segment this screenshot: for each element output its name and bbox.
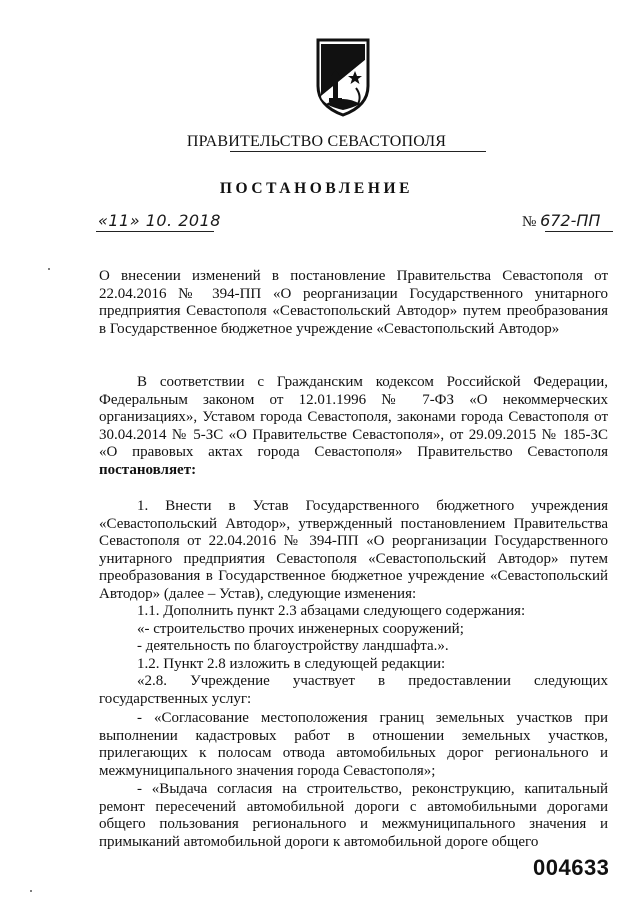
service-a-paragraph: - «Согласование местоположения границ земельных участков при выполнении кадастровых работ в отношении земельных участков, прилегающих к полосам отвода автомобильных дорог регионального и межмуниципального значения города Севастополя»; — [99, 710, 608, 779]
number-handwritten: 672-ПП — [540, 211, 601, 230]
serial-number: 004633 — [533, 855, 610, 880]
item-1-paragraph: 1. Внести в Устав Государственного бюджетного учреждения «Севастопольский Автодор», утвержденный постановлением Правительства Севастополя от 22.04.2016 № 394-ПП «О реорганизации Государственного унитарного предприятия Севастополя «Севастопольский Автодор» путем преобразования в Государственное бюджетное учреждение «Севастопольский Автодор» (далее – Устав), следующие изменения: — [99, 498, 608, 602]
item-2-8-paragraph: «2.8. Учреждение участвует в предоставлении следующих государственных услуг: — [99, 673, 608, 707]
government-title: ПРАВИТЕЛЬСТВО СЕВАСТОПОЛЯ — [186, 133, 447, 150]
item-1-1-a: «- строительство прочих инженерных сооружений; — [137, 621, 464, 637]
service-b-paragraph: - «Выдача согласия на строительство, реконструкцию, капитальный ремонт пересечений автомобильной дороги с автомобильными дорогами общего пользования регионального и межмуниципального значения и примыканий автомобильной дороги к автомобильной дороге общего — [99, 781, 608, 850]
preamble-text: В соответствии с Гражданским кодексом Российской Федерации, Федеральным законом от 12.01.1996 № 7-ФЗ «О некоммерческих организациях», Уставом города Севастополя, законами города Севастополя от 30.04.2014 № 5-ЗС «О Правительстве Севастополя», от 29.09.2015 № 185-ЗС «О правовых актах города Севастополя» Правительство Севастополя — [99, 374, 608, 460]
coat-of-arms-emblem — [312, 36, 374, 118]
number-prefix: № — [522, 214, 537, 230]
date-underline — [96, 231, 214, 232]
item-1-2: 1.2. Пункт 2.8 изложить в следующей редакции: — [137, 656, 446, 672]
scan-speck — [48, 268, 50, 270]
document-date — [98, 211, 221, 231]
preamble-paragraph — [99, 374, 608, 479]
subject-paragraph: О внесении изменений в постановление Правительства Севастополя от 22.04.2016 № 394-ПП «О реорганизации Государственного унитарного предприятия Севастополя «Севастопольский Автодор» путем преобразования в Государственное бюджетное учреждение «Севастопольский Автодор» — [99, 268, 608, 337]
number-underline — [545, 231, 613, 232]
title-underline — [230, 151, 486, 152]
item-1-1: 1.1. Дополнить пункт 2.3 абзацами следующего содержания: — [137, 603, 526, 619]
document-number — [522, 211, 600, 231]
item-1-1-b: - деятельность по благоустройству ландшафта.». — [137, 638, 449, 654]
date-handwritten: «11» 10. 2018 — [98, 211, 221, 230]
document-type-title: ПОСТАНОВЛЕНИЕ — [219, 180, 414, 197]
preamble-keyword: постановляет: — [99, 461, 197, 478]
scan-speck — [30, 890, 32, 892]
